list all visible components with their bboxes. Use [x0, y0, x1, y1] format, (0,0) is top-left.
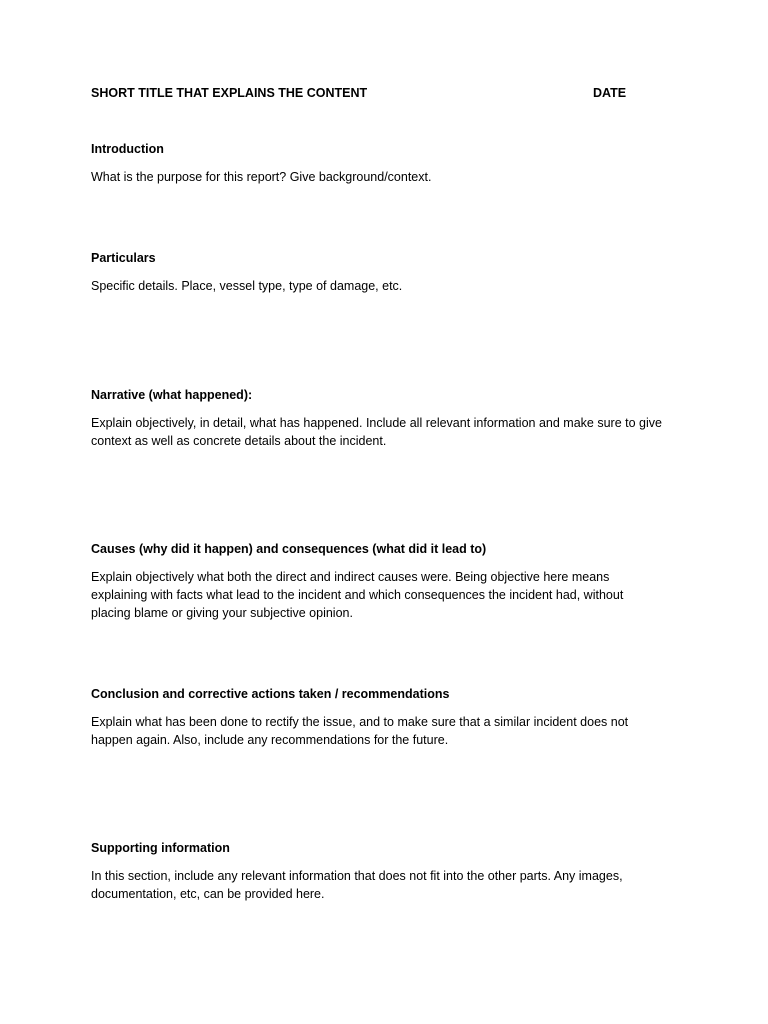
section-heading: Particulars [91, 251, 156, 265]
section-body: In this section, include any relevant information that does not fit into the other parts. Any images, documentation, etc, can be provided here. [91, 869, 623, 901]
section-heading: Conclusion and corrective actions taken / recommendations [91, 687, 450, 701]
section-heading: Introduction [91, 142, 164, 156]
section-body: Explain objectively, in detail, what has happened. Include all relevant information and make sure to give context as well as concrete details about the incident. [91, 416, 662, 448]
document-date: DATE [593, 86, 627, 100]
section-heading: Narrative (what happened): [91, 388, 253, 402]
section-narrative [91, 387, 671, 450]
section-body: Specific details. Place, vessel type, type of damage, etc. [91, 279, 403, 293]
section-conclusion [91, 686, 671, 749]
section-causes-consequences [91, 541, 671, 622]
title-row [91, 86, 651, 104]
section-heading: Causes (why did it happen) and consequences (what did it lead to) [91, 542, 487, 556]
section-body: Explain what has been done to rectify the issue, and to make sure that a similar incident does not happen again. Also, include any recommendations for the future. [91, 715, 629, 747]
section-heading: Supporting information [91, 841, 230, 855]
section-introduction [91, 141, 671, 186]
document-title: SHORT TITLE THAT EXPLAINS THE CONTENT [91, 86, 368, 100]
section-body: Explain objectively what both the direct and indirect causes were. Being objective here means explaining with facts what lead to the incident and which consequences the incident had, without placing blame or giving your subjective opinion. [91, 570, 624, 620]
section-particulars [91, 250, 671, 295]
section-body: What is the purpose for this report? Give background/context. [91, 170, 432, 184]
section-supporting-information [91, 840, 671, 903]
